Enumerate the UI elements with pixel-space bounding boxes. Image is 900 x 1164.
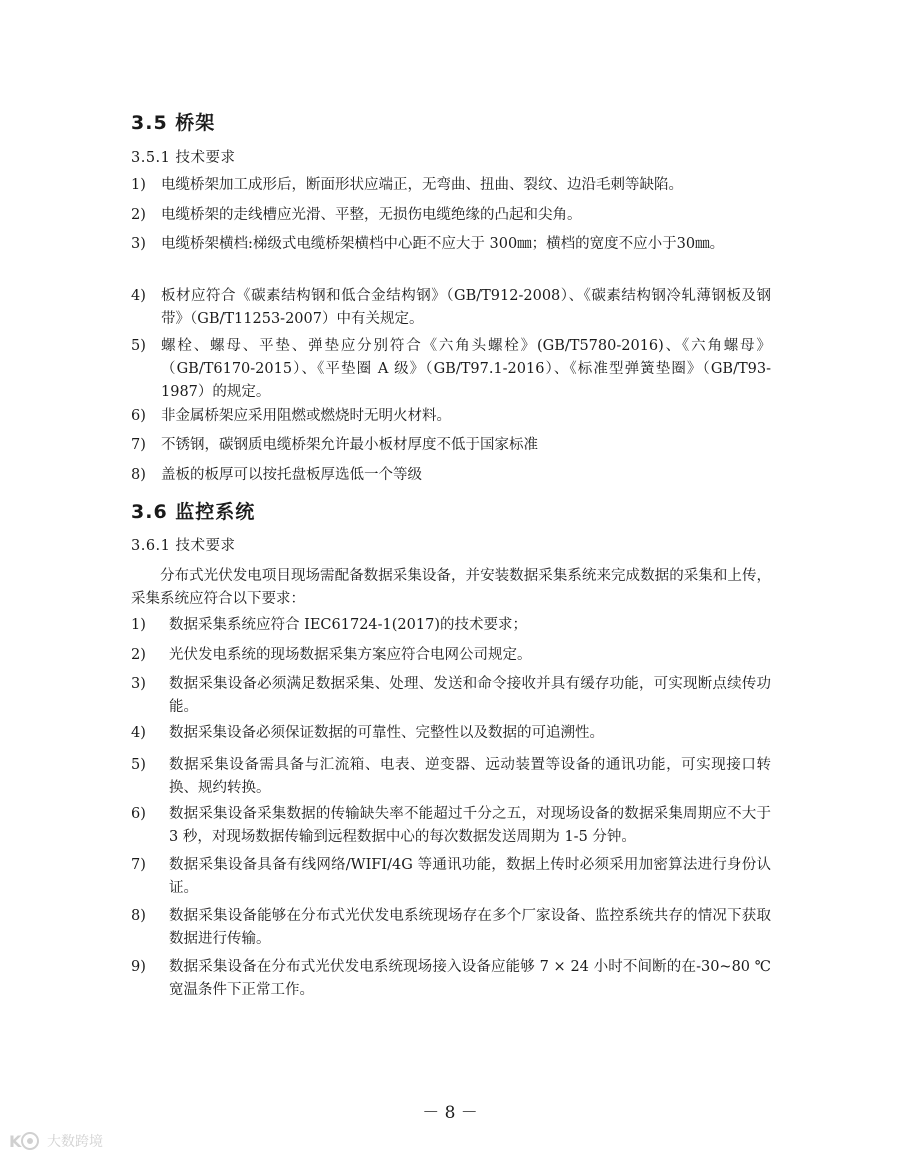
list-number: 7) [131, 437, 146, 453]
watermark [8, 1130, 103, 1152]
intro-paragraph: 分布式光伏发电项目现场需配备数据采集设备，并安装数据采集系统来完成数据的采集和上传，采集系统应符合以下要求： [131, 568, 771, 607]
list-item [131, 285, 771, 331]
watermark-logo-icon [8, 1130, 42, 1152]
watermark-text: 大数跨境 [47, 1134, 103, 1150]
list-number: 6) [131, 806, 146, 822]
list-text: 不锈钢，碳钢质电缆桥架允许最小板材厚度不低于国家标准 [161, 437, 538, 453]
list-text: 电缆桥架加工成形后，断面形状应端正，无弯曲、扭曲、裂纹、边沿毛刺等缺陷。 [161, 177, 683, 193]
list-number: 2) [131, 647, 146, 663]
list-item [131, 335, 771, 404]
list-text: 盖板的板厚可以按托盘板厚选低一个等级 [161, 467, 422, 483]
watermark-logo-letter: K [9, 1132, 22, 1151]
list-item [131, 204, 771, 227]
section-3-6-1-subtitle: 3.6.1 技术要求 [131, 538, 236, 554]
list-number: 6) [131, 408, 146, 424]
section-3-5-title: 3.5 桥架 [131, 112, 216, 134]
list-text: 数据采集设备采集数据的传输缺失率不能超过千分之五，对现场设备的数据采集周期应不大于 3 秒，对现场数据传输到远程数据中心的每次数据发送周期为 1-5 分钟。 [169, 806, 771, 845]
section-3-6-title: 3.6 监控系统 [131, 501, 256, 523]
page-number: － 8 － [422, 1103, 478, 1123]
list-number: 8) [131, 467, 146, 483]
list-text: 电缆桥架的走线槽应光滑、平整，无损伤电缆绝缘的凸起和尖角。 [161, 207, 582, 223]
list-text: 数据采集设备具备有线网络/WIFI/4G 等通讯功能，数据上传时必须采用加密算法进行身份认证。 [169, 857, 771, 896]
list-text: 数据采集设备必须保证数据的可靠性、完整性以及数据的可追溯性。 [169, 725, 604, 741]
list-text: 数据采集系统应符合 IEC61724-1(2017)的技术要求； [169, 617, 527, 633]
section-3-5-1-subtitle: 3.5.1 技术要求 [131, 150, 236, 166]
list-item [131, 405, 771, 428]
list-number: 7) [131, 857, 146, 873]
list-item [131, 803, 771, 849]
list-text: 板材应符合《碳素结构钢和低合金结构钢》（GB/T912-2008）、《碳素结构钢冷轧薄钢板及钢带》（GB/T11253-2007）中有关规定。 [161, 288, 771, 327]
list-item [131, 644, 771, 667]
list-item [131, 854, 771, 900]
list-item [131, 956, 771, 1002]
list-number: 1) [131, 177, 146, 193]
list-number: 9) [131, 959, 146, 975]
list-number: 5) [131, 338, 146, 354]
list-item [131, 905, 771, 951]
list-number: 3) [131, 236, 146, 252]
list-number: 2) [131, 207, 146, 223]
list-item [131, 754, 771, 800]
list-item [131, 673, 771, 719]
list-number: 5) [131, 757, 146, 773]
list-text: 数据采集设备能够在分布式光伏发电系统现场存在多个厂家设备、监控系统共存的情况下获取数据进行传输。 [169, 908, 771, 947]
list-text: 数据采集设备在分布式光伏发电系统现场接入设备应能够 7 × 24 小时不间断的在-30~80 ℃宽温条件下正常工作。 [169, 959, 771, 998]
list-number: 8) [131, 908, 146, 924]
list-item [131, 174, 771, 197]
list-text: 光伏发电系统的现场数据采集方案应符合电网公司规定。 [169, 647, 532, 663]
list-item [131, 722, 771, 745]
list-text: 电缆桥架横档:梯级式电缆桥架横档中心距不应大于 300㎜；横档的宽度不应小于30㎜。 [161, 236, 725, 252]
list-number: 3) [131, 676, 146, 692]
list-text: 非金属桥架应采用阻燃或燃烧时无明火材料。 [161, 408, 451, 424]
list-text: 螺栓、螺母、平垫、弹垫应分别符合《六角头螺栓》(GB/T5780-2016)、《六角螺母》（GB/T6170-2015）、《平垫圈 A 级》（GB/T97.1-2016）、《标准型弹簧垫圈》（GB/T93-1987）的规定。 [161, 338, 771, 400]
list-text: 数据采集设备必须满足数据采集、处理、发送和命令接收并具有缓存功能，可实现断点续传功能。 [169, 676, 771, 715]
list-text: 数据采集设备需具备与汇流箱、电表、逆变器、远动装置等设备的通讯功能，可实现接口转换、规约转换。 [169, 757, 771, 796]
list-item [131, 464, 771, 487]
list-number: 4) [131, 288, 146, 304]
list-item [131, 614, 771, 637]
list-item [131, 434, 771, 457]
list-number: 4) [131, 725, 146, 741]
list-item [131, 233, 771, 256]
list-number: 1) [131, 617, 146, 633]
